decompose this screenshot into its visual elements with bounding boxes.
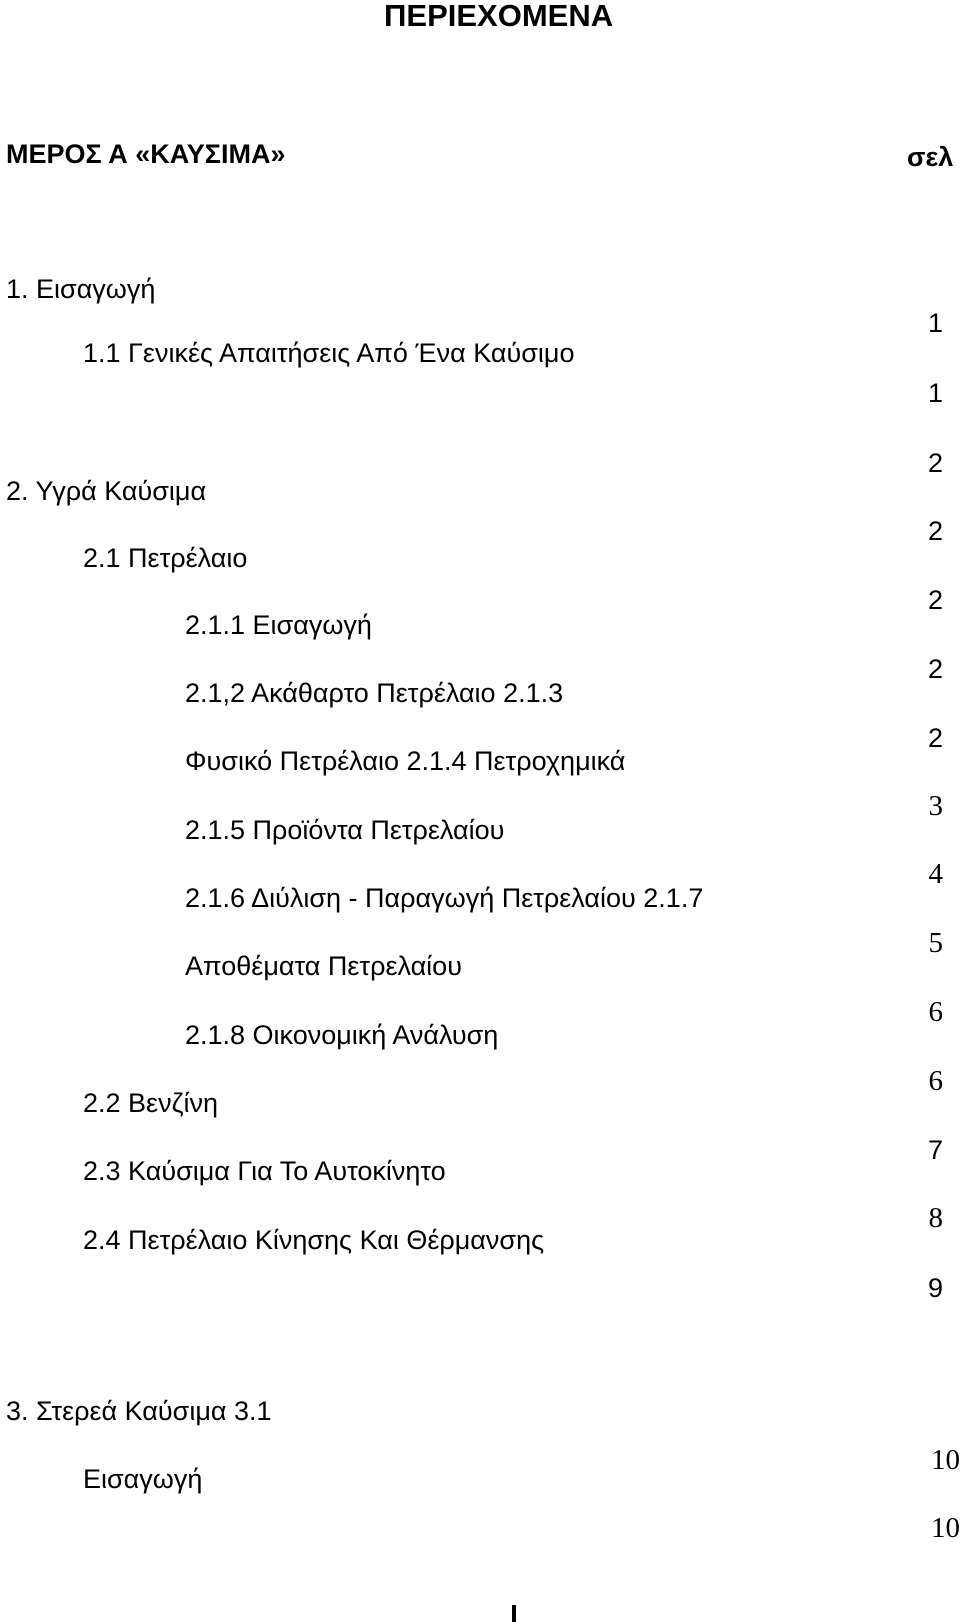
toc-entry: 1.1 Γενικές Απαιτήσεις Από Ένα Καύσιμο: [83, 338, 575, 368]
toc-entry: 2.4 Πετρέλαιο Κίνησης Και Θέρμανσης: [83, 1225, 545, 1255]
toc-entry: 2.3 Καύσιμα Για Το Αυτοκίνητο: [83, 1156, 446, 1186]
page-number: 8: [928, 1202, 943, 1234]
toc-entry: Φυσικό Πετρέλαιο 2.1.4 Πετροχημικά: [185, 746, 626, 776]
page-number: 1: [927, 308, 943, 338]
toc-entry: 2. Υγρά Καύσιμα: [6, 476, 207, 506]
page-number: 6: [928, 1065, 943, 1097]
toc-entry: 2.1.1 Εισαγωγή: [185, 610, 372, 640]
toc-entry: Αποθέματα Πετρελαίου: [185, 951, 462, 981]
page-number: 10: [931, 1512, 960, 1544]
page-number: 2: [927, 448, 943, 478]
page-number: 2: [927, 723, 943, 753]
page-number: 1: [927, 378, 943, 408]
toc-entry: 2.1,2 Ακάθαρτο Πετρέλαιο 2.1.3: [185, 678, 564, 708]
toc-entry: 2.1.6 Διύλιση - Παραγωγή Πετρελαίου 2.1.7: [185, 883, 704, 913]
page-number: 2: [927, 654, 943, 684]
page-number: 6: [928, 996, 943, 1028]
toc-entry: Εισαγωγή: [83, 1464, 203, 1494]
toc-entry: 3. Στερεά Καύσιμα 3.1: [6, 1396, 272, 1426]
page-number: 2: [927, 516, 943, 546]
page-number: 3: [928, 790, 943, 822]
toc-entry: 2.1.5 Προϊόντα Πετρελαίου: [185, 815, 505, 845]
toc-entry: 2.1.8 Οικονομική Ανάλυση: [185, 1020, 499, 1050]
toc-entry: 2.2 Βενζίνη: [83, 1088, 218, 1118]
page-title: ΠΕΡΙΕΧΟΜΕΝΑ: [384, 0, 614, 33]
page-number: 9: [927, 1273, 943, 1303]
page-column-label: σελ: [907, 142, 954, 172]
page-fold-mark: [512, 1605, 516, 1622]
page-number: 5: [928, 927, 943, 959]
toc-entry: 2.1 Πετρέλαιο: [83, 543, 248, 573]
page-number: 7: [927, 1135, 943, 1165]
page-number: 10: [931, 1444, 960, 1476]
part-heading: ΜΕΡΟΣ Α «ΚΑΥΣΙΜΑ»: [6, 139, 286, 169]
toc-entry: 1. Εισαγωγή: [6, 274, 156, 304]
page-number: 2: [927, 585, 943, 615]
page-number: 4: [928, 858, 943, 890]
